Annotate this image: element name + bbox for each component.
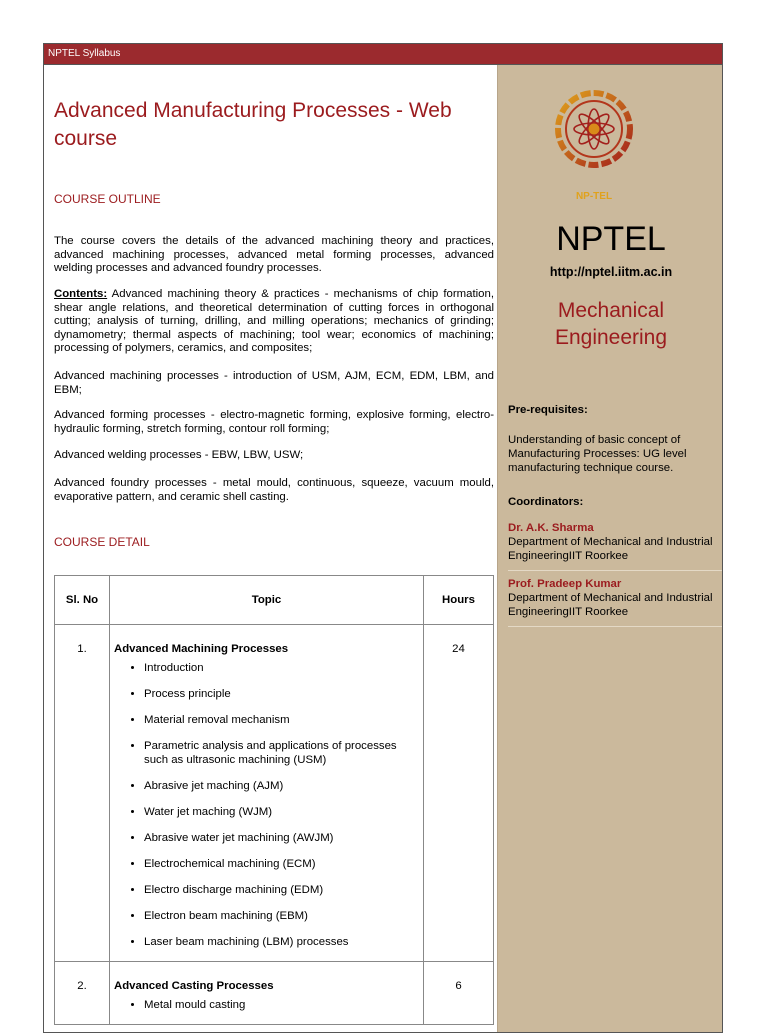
para-machining: Advanced machining processes - introduction of USM, AJM, ECM, EDM, LBM, and EBM; [54,370,494,396]
logo-text: NP-TEL [575,191,613,202]
topic-title: Advanced Casting Processes [114,980,274,992]
contents-text: Advanced machining theory & practices - mechanisms of chip formation, shear angle relations, and theoretical determination of cutting forces in orthogonal cutting; analysis of turning, drilling, and milling operations; mechanics of grinding; dynamometry; thermal aspects of machining; tool wear; economics of machining; processing of polymers, ceramics, and composites; [54,288,494,355]
header-sl-no: Sl. No [55,576,110,625]
department-name [498,297,723,351]
header-hours: Hours [424,576,494,625]
top-bar-label: NPTEL Syllabus [48,48,121,59]
list-item: • Laser beam machining (LBM) processes [144,935,419,949]
course-intro: The course covers the details of the advanced machining theory and practices, advanced machining processes, advanced metal forming processes, advanced welding processes and advanced foundry processes. [54,235,494,275]
coordinator-name: Dr. A.K. Sharma [508,522,594,534]
row-topic [110,962,424,1025]
list-item: • Abrasive water jet machining (AWJM) [144,831,419,845]
topic-subitems [114,998,419,1012]
prerequisites-text: Understanding of basic concept of Manufacturing Processes: UG level manufacturing technique course. [508,434,687,474]
nptel-name: NPTEL [556,220,666,258]
coordinators-label: Coordinators: [508,496,584,508]
prerequisites-label: Pre-requisites: [508,404,588,416]
nptel-url[interactable]: http://nptel.iitm.ac.in [549,265,673,279]
coordinator-entry [508,577,722,627]
row-topic [110,625,424,962]
course-outline-heading: COURSE OUTLINE [54,192,161,206]
list-item: • Material removal mechanism [144,713,419,727]
para-forming: Advanced forming processes - electro-magnetic forming, explosive forming, electro-hydraulic forming, stretch forming, contour roll forming; [54,409,494,435]
table-header-row [55,576,494,625]
list-item: • Process principle [144,687,419,701]
main-content [44,65,497,1032]
list-item: • Electrochemical machining (ECM) [144,857,419,871]
list-item: • Water jet maching (WJM) [144,805,419,819]
table-row [55,625,494,962]
coordinator-entry [508,521,722,571]
course-contents [54,288,494,356]
para-welding: Advanced welding processes - EBW, LBW, USW; [54,449,304,461]
list-item: • Metal mould casting [144,998,419,1012]
list-item: • Electron beam machining (EBM) [144,909,419,923]
topic-title: Advanced Machining Processes [114,643,289,655]
department-line-1: Mechanical [557,299,665,322]
list-item: • Electro discharge machining (EDM) [144,883,419,897]
course-detail-heading: COURSE DETAIL [54,535,150,549]
header-topic: Topic [110,576,424,625]
row-hours: 24 [424,625,494,962]
para-foundry: Advanced foundry processes - metal mould, continuous, squeeze, vacuum mould, evaporative pattern, and ceramic shell casting. [54,477,494,503]
nptel-logo-icon [554,85,634,203]
table-row [55,962,494,1025]
course-title: Advanced Manufacturing Processes - Web course [54,99,452,150]
top-bar [44,44,722,65]
row-sl-no: 1. [55,625,110,962]
sidebar [497,65,722,1032]
row-hours: 6 [424,962,494,1025]
syllabus-page [43,43,723,1033]
nptel-logo [554,85,634,203]
list-item: • Abrasive jet maching (AJM) [144,779,419,793]
contents-label: Contents: [54,288,108,300]
coordinator-name: Prof. Pradeep Kumar [508,578,622,590]
department-line-2: Engineering [554,326,668,349]
course-detail-table [54,575,494,1025]
coordinator-affiliation: Department of Mechanical and Industrial EngineeringIIT Roorkee [508,592,713,618]
list-item: • Introduction [144,661,419,675]
coordinator-affiliation: Department of Mechanical and Industrial EngineeringIIT Roorkee [508,536,713,562]
list-item: • Parametric analysis and applications of processes such as ultrasonic machining (USM) [144,739,419,767]
topic-subitems [114,661,419,949]
row-sl-no: 2. [55,962,110,1025]
